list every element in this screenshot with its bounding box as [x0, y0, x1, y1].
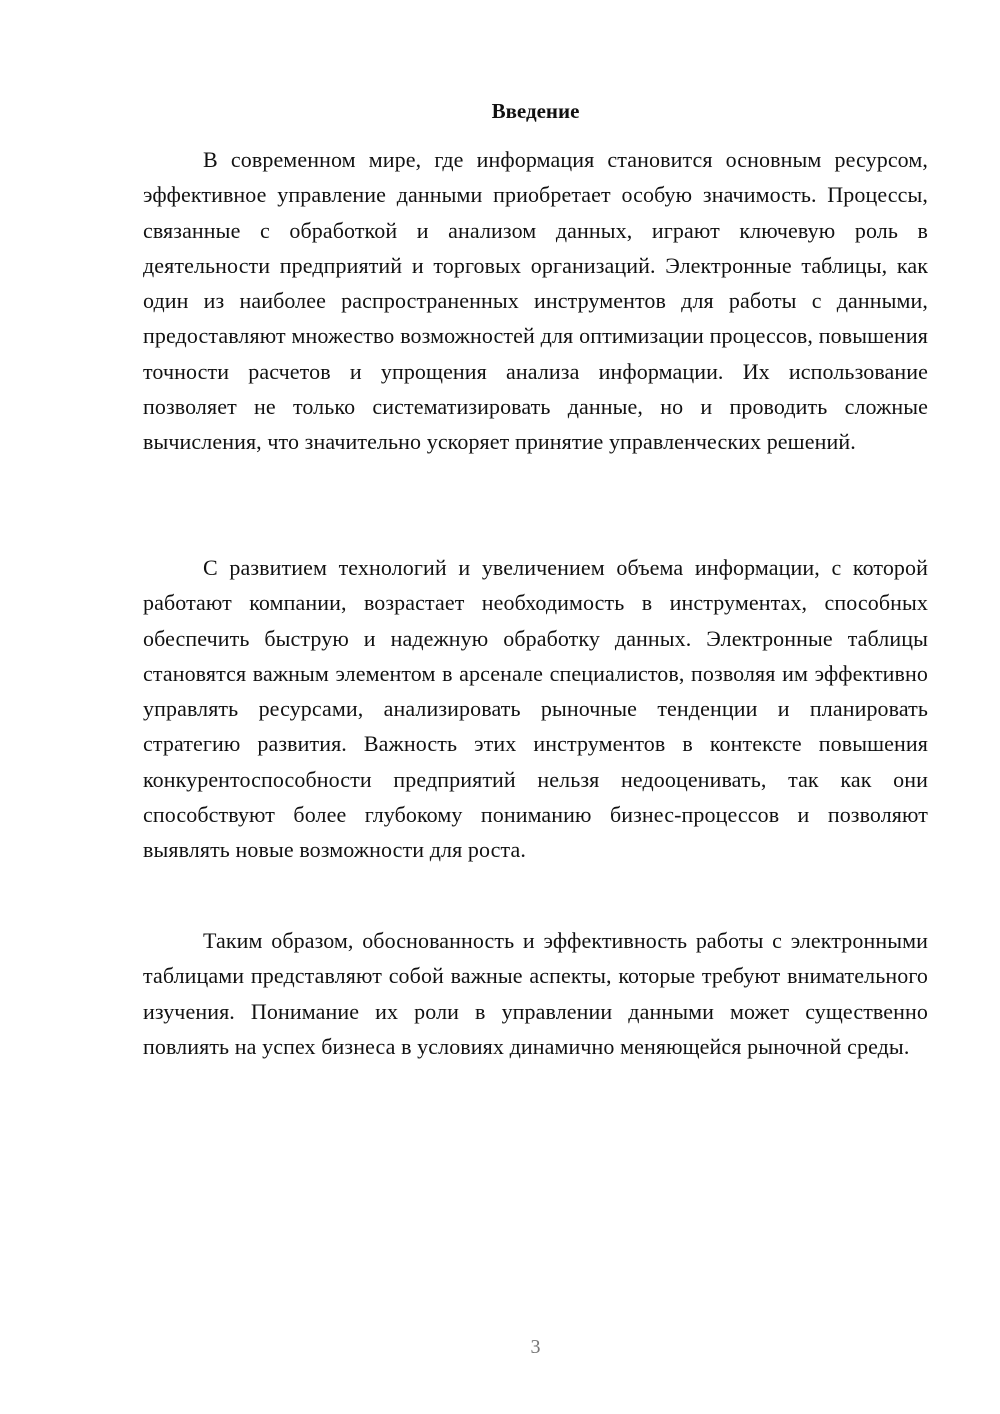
page-number: 3 [530, 1336, 541, 1358]
paragraph-conclusion: Таким образом, обоснованность и эффективность работы с электронными таблицами представляют собой важные аспекты, которые требуют внимательного изучения. Понимание их роли в управлении данными может существенно повлиять на успех бизнеса в условиях динамично меняющейся рыночной среды. [143, 928, 928, 1059]
section-heading: Введение [491, 99, 580, 123]
paragraph-technology: С развитием технологий и увеличением объема информации, с которой работают компании, возрастает необходимость в инструментах, способных обеспечить быструю и надежную обработку данных. Электронные таблицы становятся важным элементом в арсенале специалистов, позволяя им эффективно управлять ресурсами, анализировать рыночные тенденции и планировать стратегию развития. Важность этих инструментов в контексте повышения конкурентоспособности предприятий нельзя недооценивать, так как они способствуют более глубокому пониманию бизнес-процессов и позволяют выявлять новые возможности для роста. [143, 555, 928, 863]
paragraph-intro: В современном мире, где информация становится основным ресурсом, эффективное управление данными приобретает особую значимость. Процессы, связанные с обработкой и анализом данных, играют ключевую роль в деятельности предприятий и торговых организаций. Электронные таблицы, как один из наиболее распространенных инструментов для работы с данными, предоставляют множество возможностей для оптимизации процессов, повышения точности расчетов и упрощения анализа информации. Их использование позволяет не только систематизировать данные, но и проводить сложные вычисления, что значительно ускоряет принятие управленческих решений. [143, 147, 928, 455]
